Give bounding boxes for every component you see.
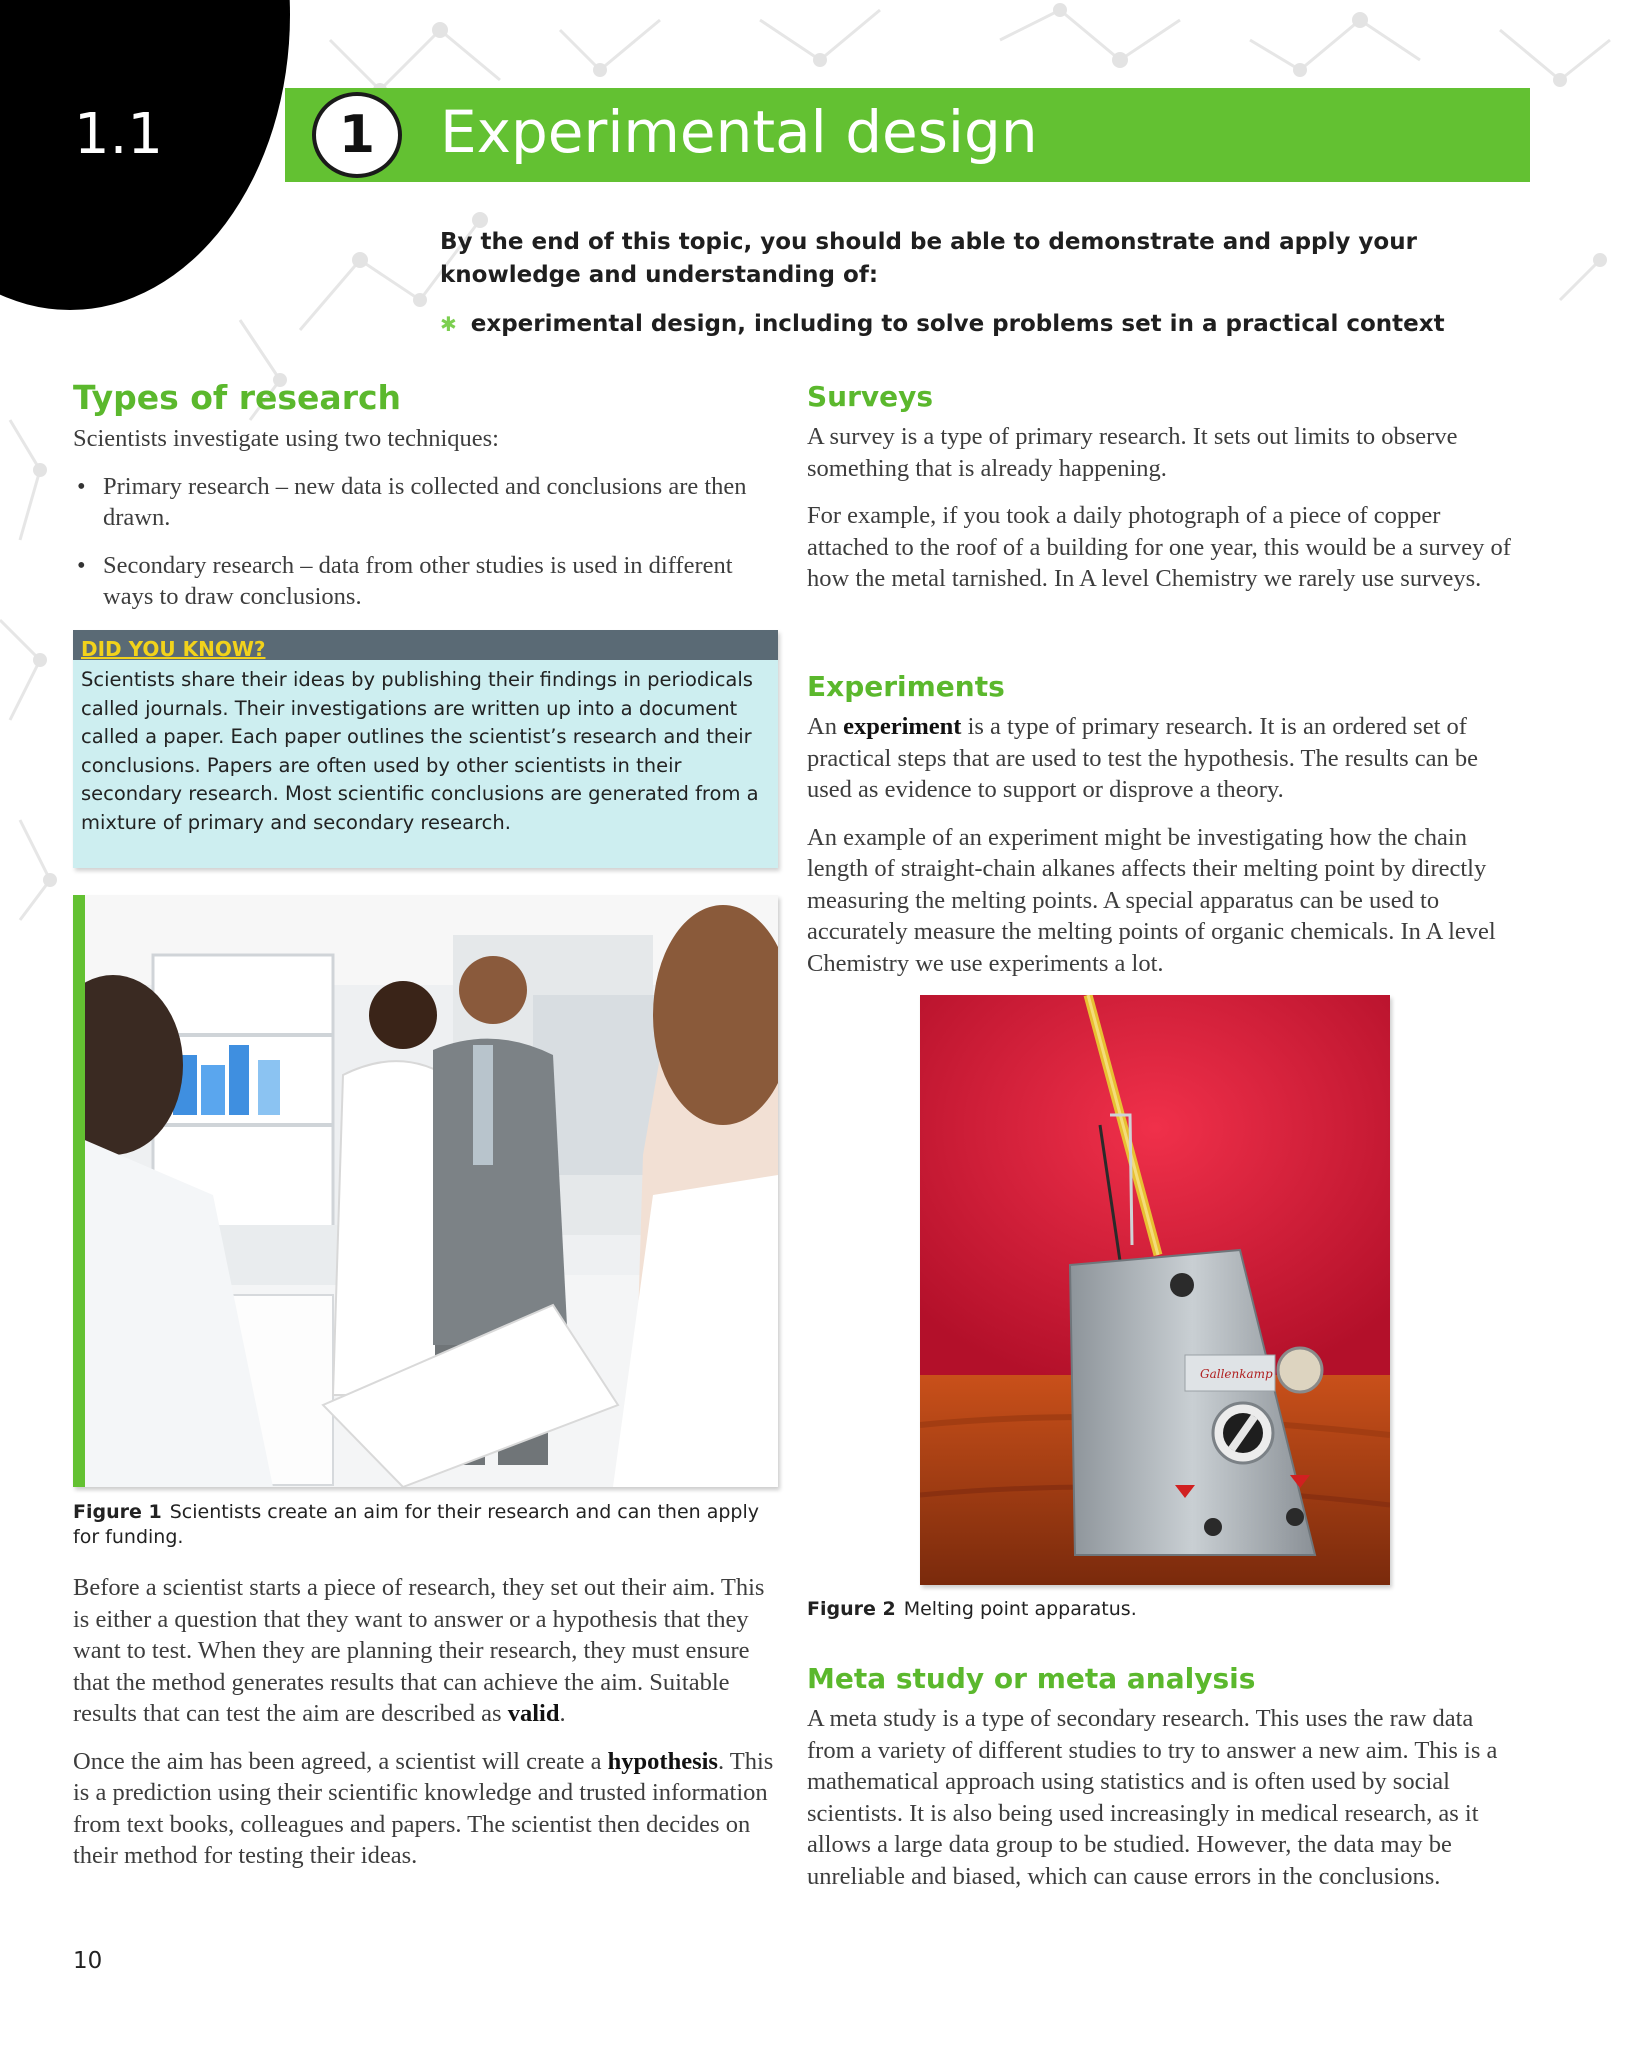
figure1-photo (73, 895, 778, 1487)
aim-hypothesis-section (73, 1572, 778, 1888)
page-number: 10 (73, 1948, 103, 1974)
hypothesis-paragraph: Once the aim has been agreed, a scientist will create a hypothesis. This is a prediction using their scientific knowledge and trusted information from text books, colleagues and papers. The scientist then decides on their method for testing their ideas. (73, 1747, 774, 1869)
page-title: Experimental design (440, 98, 1038, 166)
did-you-know-text: Scientists share their ideas by publishing their findings in periodicals called journals. Their investigations are written up into a document called a paper. Each paper outlines the scientist’s research and their conclusions. Papers are often used by other scientists in their secondary research. Most scientific conclusions are generated from a mixture of primary and secondary research. (81, 668, 759, 834)
surveys-paragraph-2: For example, if you took a daily photograph of a piece of copper attached to the roof of a building for one year, this would be a survey of how the metal tarnished. In A level Chemistry we rarely use surveys. (807, 502, 1511, 592)
meta-study-heading: Meta study or meta analysis (807, 1662, 1256, 1695)
experiments-section (807, 670, 1519, 995)
asterisk-icon: ✱ (440, 312, 457, 336)
experiments-paragraph-2: An example of an experiment might be investigating how the chain length of straight-chain alkanes affects their melting point by directly measuring the melting points. A special apparatus can be used to accurately measure the melting points of organic chemicals. In A level Chemistry we use experiments a lot. (807, 823, 1496, 977)
figure1-caption-text: Scientists create an aim for their research and can then apply for funding. (73, 1501, 760, 1548)
did-you-know-box (73, 630, 778, 868)
experiments-paragraph-1: An experiment is a type of primary research. It is an ordered set of practical steps that are used to test the hypothesis. The results can be used as evidence to support or disprove a theory. (807, 713, 1479, 803)
learning-objectives (440, 226, 1460, 341)
types-of-research-section (73, 378, 778, 629)
svg-text:Gallenkamp: Gallenkamp (1200, 1367, 1273, 1381)
surveys-section (807, 380, 1519, 611)
objective-item (440, 308, 1460, 341)
figure2-caption-text: Melting point apparatus. (903, 1598, 1137, 1620)
objective-text: experimental design, including to solve problems set in a practical context (470, 311, 1445, 337)
figure2-photo (920, 995, 1390, 1585)
types-of-research-intro: Scientists investigate using two techniques: (73, 425, 499, 452)
term-experiment: experiment (843, 713, 962, 740)
did-you-know-label: DID YOU KNOW? (73, 630, 778, 660)
experiments-heading: Experiments (807, 670, 1005, 703)
section-number: 1.1 (74, 102, 164, 167)
chapter-number-badge: 1 (312, 92, 402, 178)
meta-study-paragraph: A meta study is a type of secondary research. This uses the raw data from a variety of different studies to try to answer a new aim. This is a mathematical approach using statistics and is often used by social scientists. It is also being used increasingly in medical research, as it allows a large data group to be studied. However, the data may be unreliable and biased, which can cause errors in the conclusions. (807, 1705, 1498, 1890)
list-item: • Primary research – new data is collected and conclusions are then drawn. (73, 471, 778, 534)
figure1-label: Figure 1 (73, 1501, 162, 1523)
figure1-caption (73, 1500, 778, 1550)
figure2-caption (807, 1597, 1519, 1622)
list-item: • Secondary research – data from other studies is used in different ways to draw conclusions. (73, 550, 778, 613)
term-valid: valid (507, 1700, 560, 1727)
meta-study-section (807, 1662, 1519, 1908)
aim-paragraph: Before a scientist starts a piece of research, they set out their aim. This is either a question that they want to answer or a hypothesis that they want to test. When they are planning their research, they must ensure that the method generates results that can achieve the aim. Suitable results that can test the aim are described as valid. (73, 1574, 765, 1727)
surveys-paragraph-1: A survey is a type of primary research. It sets out limits to observe something that is already happening. (807, 423, 1458, 482)
surveys-heading: Surveys (807, 380, 934, 413)
types-of-research-heading: Types of research (73, 378, 402, 417)
figure2-label: Figure 2 (807, 1598, 896, 1620)
term-hypothesis: hypothesis (607, 1747, 718, 1775)
objectives-intro: By the end of this topic, you should be able to demonstrate and apply your knowledge and understanding of: (440, 229, 1417, 288)
research-types-list (73, 471, 778, 613)
